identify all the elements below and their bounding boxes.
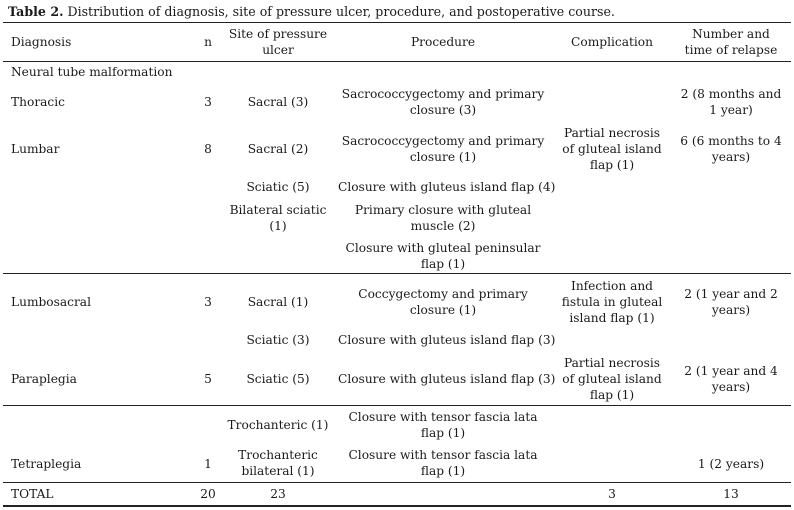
- site-lumbosacral-sciatic: Sciatic (3): [246, 333, 310, 347]
- procedure-lumbar-peninsular-line2: flap (1): [420, 257, 466, 271]
- group-divider-1: [3, 273, 791, 274]
- total-complication: 3: [608, 487, 616, 501]
- procedure-lumbar-line2: closure (1): [409, 150, 477, 164]
- diagnosis-thoracic: Thoracic: [11, 95, 65, 109]
- procedure-lumbar-line1: Sacrococcygectomy and primary: [341, 134, 545, 148]
- procedure-lumbar-bilateral-line1: Primary closure with gluteal: [354, 203, 532, 217]
- site-tetraplegia-line2: bilateral (1): [241, 464, 315, 478]
- site-lumbar-bilateral-line1: Bilateral sciatic: [229, 203, 327, 217]
- n-tetraplegia: 1: [204, 457, 212, 471]
- diagnosis-lumbar: Lumbar: [11, 142, 60, 156]
- site-lumbosacral: Sacral (1): [247, 295, 309, 309]
- site-lumbar-sciatic: Sciatic (5): [246, 180, 310, 194]
- total-n: 20: [200, 487, 216, 501]
- table-title: Distribution of diagnosis, site of pressure ulcer, procedure, and postoperative course.: [63, 4, 615, 19]
- procedure-lumbar-peninsular-line1: Closure with gluteal peninsular: [345, 241, 541, 255]
- procedure-trochanteric-line1: Closure with tensor fascia lata: [348, 410, 538, 424]
- procedure-lumbosacral-line1: Coccygectomy and primary: [358, 287, 528, 301]
- site-thoracic: Sacral (3): [247, 95, 309, 109]
- procedure-thoracic-line1: Sacrococcygectomy and primary: [341, 87, 545, 101]
- header-relapse-line1: Number and: [692, 27, 770, 41]
- procedure-thoracic-line2: closure (3): [409, 103, 477, 117]
- site-lumbar-bilateral-line2: (1): [269, 219, 287, 233]
- header-relapse-line2: time of relapse: [684, 43, 778, 57]
- total-relapse: 13: [723, 487, 739, 501]
- site-tetraplegia-line1: Trochanteric: [238, 448, 318, 462]
- header-site-line1: Site of pressure: [228, 27, 328, 41]
- complication-lumbosacral-line3: island flap (1): [569, 311, 655, 325]
- relapse-paraplegia-line1: 2 (1 year and 4: [684, 364, 778, 378]
- header-rule: [3, 61, 791, 62]
- group-divider-2: [3, 405, 791, 406]
- total-label: TOTAL: [11, 487, 54, 501]
- procedure-tetraplegia-line1: Closure with tensor fascia lata: [348, 448, 538, 462]
- table-caption: [8, 4, 788, 20]
- site-trochanteric: Trochanteric (1): [227, 418, 329, 432]
- relapse-lumbosacral-line2: years): [711, 303, 751, 317]
- relapse-thoracic-line1: 2 (8 months and: [680, 87, 782, 101]
- n-thoracic: 3: [204, 95, 212, 109]
- complication-lumbar-line3: flap (1): [589, 158, 635, 172]
- complication-lumbar-line2: of gluteal island: [562, 142, 662, 156]
- relapse-lumbar-line2: years): [711, 150, 751, 164]
- relapse-thoracic-line2: 1 year): [709, 103, 753, 117]
- header-site-line2: ulcer: [262, 43, 294, 57]
- relapse-paraplegia-line2: years): [711, 380, 751, 394]
- complication-lumbar-line1: Partial necrosis: [563, 126, 661, 140]
- complication-lumbosacral-line1: Infection and: [571, 279, 653, 293]
- total-site: 23: [270, 487, 286, 501]
- group-label: Neural tube malformation: [11, 65, 173, 79]
- header-diagnosis: Diagnosis: [11, 35, 72, 49]
- n-lumbosacral: 3: [204, 295, 212, 309]
- procedure-trochanteric-line2: flap (1): [420, 426, 466, 440]
- table-label: Table 2.: [8, 4, 64, 19]
- n-lumbar: 8: [204, 142, 212, 156]
- total-rule: [3, 482, 791, 483]
- top-rule: [3, 22, 791, 23]
- relapse-tetraplegia: 1 (2 years): [697, 457, 765, 471]
- site-lumbar: Sacral (2): [247, 142, 309, 156]
- diagnosis-lumbosacral: Lumbosacral: [11, 295, 91, 309]
- procedure-paraplegia: Closure with gluteus island flap (3): [338, 372, 556, 386]
- procedure-lumbosacral-line2: closure (1): [409, 303, 477, 317]
- procedure-lumbosacral-sciatic: Closure with gluteus island flap (3): [338, 333, 556, 347]
- procedure-lumbar-sciatic: Closure with gluteus island flap (4): [338, 180, 556, 194]
- header-procedure: Procedure: [410, 35, 476, 49]
- diagnosis-paraplegia: Paraplegia: [11, 372, 77, 386]
- procedure-tetraplegia-line2: flap (1): [420, 464, 466, 478]
- complication-paraplegia-line1: Partial necrosis: [563, 356, 661, 370]
- n-paraplegia: 5: [204, 372, 212, 386]
- header-complication: Complication: [571, 35, 653, 49]
- relapse-lumbar-line1: 6 (6 months to 4: [680, 134, 782, 148]
- complication-paraplegia-line2: of gluteal island: [562, 372, 662, 386]
- relapse-lumbosacral-line1: 2 (1 year and 2: [684, 287, 778, 301]
- diagnosis-tetraplegia: Tetraplegia: [11, 457, 82, 471]
- complication-paraplegia-line3: flap (1): [589, 388, 635, 402]
- header-n: n: [204, 35, 212, 49]
- site-paraplegia: Sciatic (5): [246, 372, 310, 386]
- complication-lumbosacral-line2: fistula in gluteal: [561, 295, 663, 309]
- bottom-rule: [3, 505, 791, 507]
- procedure-lumbar-bilateral-line2: muscle (2): [410, 219, 476, 233]
